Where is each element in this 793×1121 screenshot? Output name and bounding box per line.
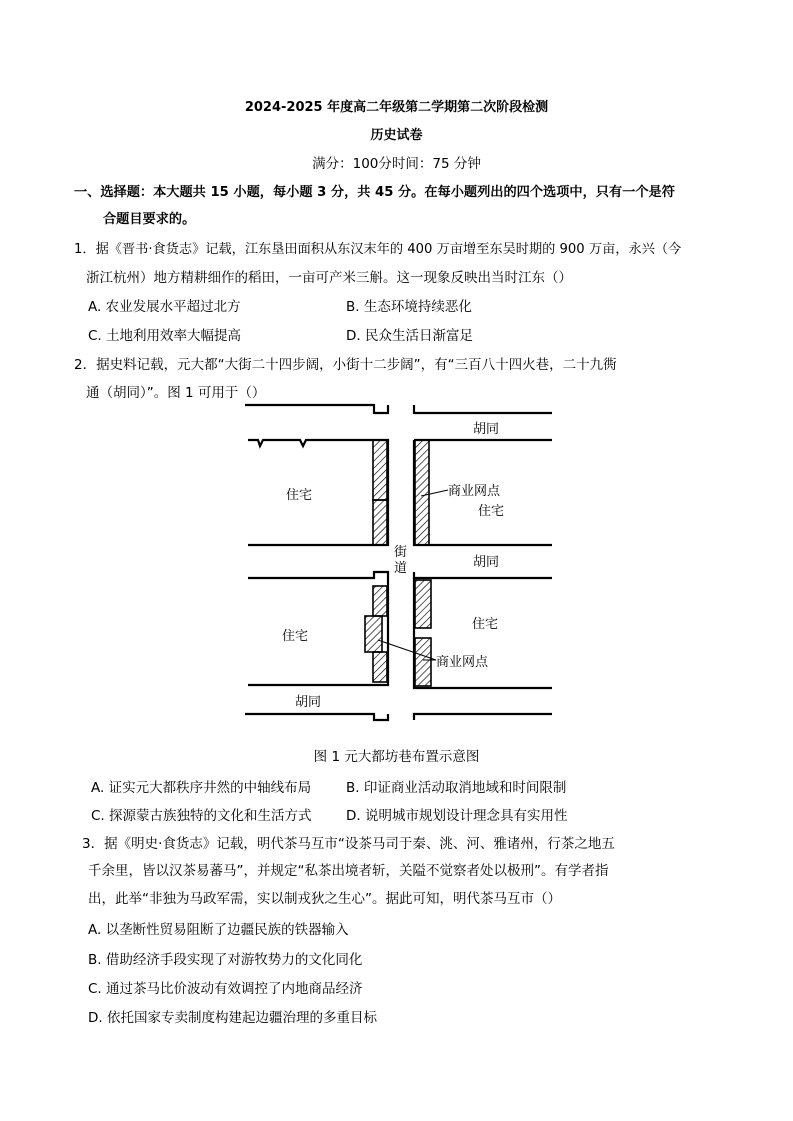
street-label-2: 道 (394, 561, 408, 576)
bottom-right-bottom-border (414, 714, 552, 720)
top-right-top-border (414, 405, 552, 413)
question-1-option-d[interactable]: D. 民众生活日渐富足 (346, 328, 473, 344)
section-heading-line1: 一、选择题：本大题共 15 小题，每小题 3 分，共 45 分。在每小题列出的四个选项中，只有一个是符 (74, 185, 675, 200)
question-2-line2: 通（胡同）”。图 1 可用于（） (86, 385, 266, 401)
bottom-right-block-outline (414, 578, 552, 688)
hutong-label-top: 胡同 (473, 422, 500, 437)
question-1-line2: 浙江杭州）地方精耕细作的稻田，一亩可产米三斛。这一现象反映出当时江东（） (86, 270, 572, 286)
question-3-line3: 出，此举“非独为马政军需，实以制戎狄之生心”。据此可知，明代茶马互市（） (88, 891, 561, 907)
shop-outlet-tr (415, 440, 429, 545)
question-1-option-b[interactable]: B. 生态环境持续恶化 (346, 299, 472, 315)
question-2-option-c[interactable]: C. 探源蒙古族独特的文化和生活方式 (91, 808, 312, 824)
figure-1-diagram (240, 400, 560, 725)
top-left-top-border (245, 405, 388, 413)
shop-outlet-tl-1 (373, 440, 387, 500)
street-label-1: 街 (394, 545, 408, 560)
exam-title: 2024-2025 年度高二年级第二学期第二次阶段检测 (244, 100, 549, 115)
question-3-line1: 3．据《明史·食货志》记载，明代茶马互市“设茶马司于秦、洮、河、雅诸州，行茶之地五 (82, 836, 615, 852)
exam-meta: 满分：100分时间：75 分钟 (312, 156, 481, 172)
bottom-right-top-border (414, 572, 552, 578)
shop-outlet-bl-2 (365, 616, 382, 652)
exam-subtitle: 历史试卷 (370, 128, 423, 143)
bottom-left-bottom-border (245, 714, 388, 720)
question-3-option-b[interactable]: B. 借助经济手段实现了对游牧势力的文化同化 (88, 952, 363, 968)
shop-outlet-bl-3 (373, 652, 387, 682)
shop-outlet-br-2 (415, 638, 431, 686)
section-heading-line2: 合题目要求的。 (103, 212, 196, 227)
question-3-option-c[interactable]: C. 通过茶马比价波动有效调控了内地商品经济 (88, 981, 363, 997)
question-2-line1: 2．据史料记载，元大都“大街二十四步阔，小街十二步阔”，有“三百八十四火巷，二十九衖 (74, 357, 617, 373)
question-3-option-d[interactable]: D. 依托国家专卖制度构建起边疆治理的多重目标 (88, 1010, 377, 1026)
question-1-option-a[interactable]: A. 农业发展水平超过北方 (88, 299, 241, 315)
shop-label-top: 商业网点 (448, 484, 501, 499)
hutong-label-bottom: 胡同 (295, 695, 322, 710)
residence-label-tl: 住宅 (286, 488, 313, 503)
question-3-line2: 千余里，皆以汉茶易蕃马”，并规定“私茶出境者斩，关隘不觉察者处以极刑”。有学者指 (88, 863, 609, 879)
hutong-label-mid: 胡同 (473, 555, 500, 570)
top-left-block-outline (248, 440, 388, 545)
shop-outlet-br-1 (415, 580, 431, 628)
question-2-option-a[interactable]: A. 证实元大都秩序井然的中轴线布局 (91, 780, 312, 796)
residence-label-bl: 住宅 (282, 629, 309, 644)
question-1-line1: 1．据《晋书·食货志》记载，江东垦田面积从东汉末年的 400 万亩增至东吴时期的 900 万亩，永兴（今 (74, 242, 682, 257)
residence-label-tr: 住宅 (478, 504, 505, 519)
shop-label-bottom: 商业网点 (436, 655, 489, 670)
shop-outlet-tl-2 (373, 500, 387, 545)
question-2-option-b[interactable]: B. 印证商业活动取消地域和时间限制 (346, 780, 567, 796)
question-2-option-d[interactable]: D. 说明城市规划设计理念具有实用性 (346, 808, 568, 824)
figure-1-caption: 图 1 元大都坊巷布置示意图 (313, 749, 480, 765)
question-1-option-c[interactable]: C. 土地利用效率大幅提高 (88, 328, 242, 344)
question-3-option-a[interactable]: A. 以垄断性贸易阻断了边疆民族的铁器输入 (88, 922, 349, 938)
residence-label-br: 住宅 (472, 617, 499, 632)
shop-outlet-bl-1 (373, 586, 387, 616)
